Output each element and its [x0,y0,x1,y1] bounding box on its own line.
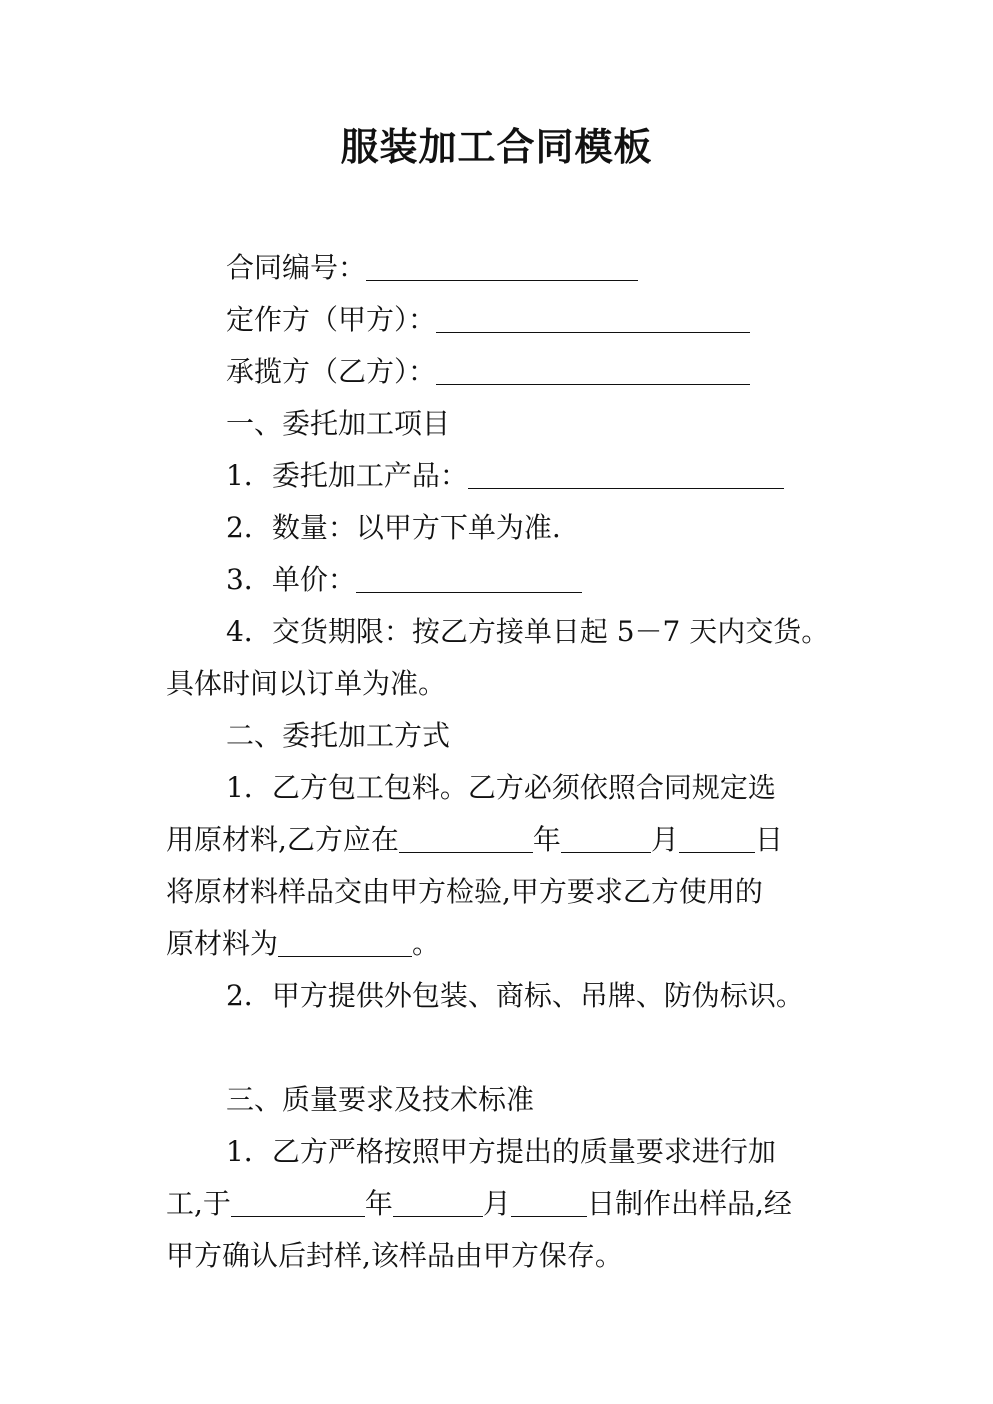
section-2-item-1-line-1: 1．乙方包工包料。乙方必须依照合同规定选 [226,771,776,804]
unit-price-blank [356,566,582,593]
party-a-label: 定作方（甲方）： [226,303,437,336]
text-segment: 年 [532,823,561,856]
section-1-item-4-line-2: 具体时间以订单为准。 [166,667,447,700]
year-blank [399,826,533,853]
section-1-item-4-line-1: 4．交货期限：按乙方接单日起 5－7 天内交货。 [226,615,830,648]
text-segment: 月 [650,823,679,856]
contract-number-label: 合同编号： [226,251,367,284]
day-blank [679,826,755,853]
month-blank [561,826,651,853]
text-segment: 月 [482,1187,511,1220]
section-3-item-1-line-3: 甲方确认后封样,该样品由甲方保存。 [166,1239,623,1272]
month-blank [393,1190,483,1217]
year-blank [231,1190,365,1217]
party-b-label: 承揽方（乙方）： [226,355,437,388]
section-2-item-1-line-2 [166,818,783,862]
party-a-row [226,298,750,342]
text-segment: 工,于 [166,1187,231,1220]
section-3-item-1-line-1: 1．乙方严格按照甲方提出的质量要求进行加 [226,1135,776,1168]
text-segment: 原材料为 [166,927,279,960]
party-a-blank [436,306,750,333]
contract-number-blank [366,254,638,281]
section-2-item-1-line-4 [166,922,440,966]
text-segment: 日 [754,823,783,856]
document-title: 服装加工合同模板 [340,125,653,169]
section-2-item-1-line-3: 将原材料样品交由甲方检验,甲方要求乙方使用的 [166,875,763,908]
contract-number-row [226,246,638,290]
section-1-item-2: 2．数量：以甲方下单为准. [226,511,561,544]
section-2-heading: 二、委托加工方式 [226,719,451,752]
day-blank [511,1190,587,1217]
section-1-heading: 一、委托加工项目 [226,407,451,440]
party-b-blank [436,358,750,385]
section-3-item-1-line-2 [166,1182,792,1226]
product-label: 1．委托加工产品： [226,459,468,492]
party-b-row [226,350,750,394]
text-segment: 。 [412,927,441,960]
section-3-heading: 三、质量要求及技术标准 [226,1083,535,1116]
product-blank [468,462,784,489]
text-segment: 年 [364,1187,393,1220]
section-1-item-1 [226,454,784,498]
text-segment: 日制作出样品,经 [586,1187,792,1220]
section-1-item-3 [226,558,582,602]
material-blank [278,930,412,957]
unit-price-label: 3．单价： [226,563,356,596]
text-segment: 用原材料,乙方应在 [166,823,399,856]
section-2-item-2: 2．甲方提供外包装、商标、吊牌、防伪标识。 [226,979,804,1012]
